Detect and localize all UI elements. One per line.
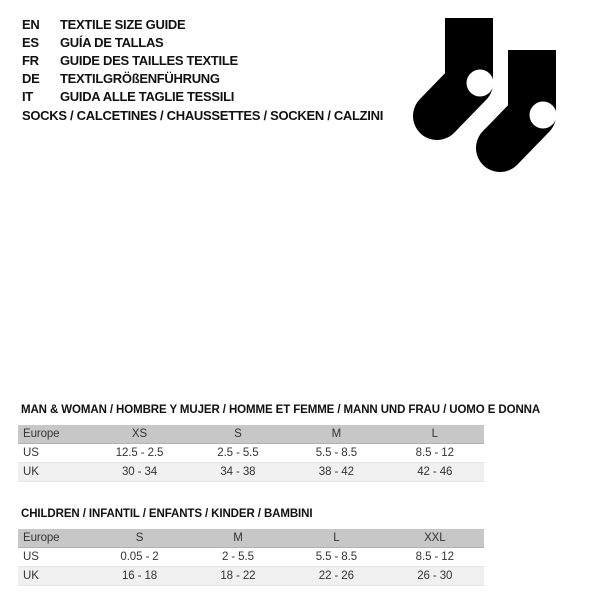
column-header-l: L <box>287 529 385 548</box>
children-size-table <box>18 529 484 586</box>
size-cell: 0.05 - 2 <box>120 551 159 563</box>
table-row-us <box>18 548 484 567</box>
size-cell: 2.5 - 5.5 <box>217 447 259 459</box>
language-code: FR <box>22 53 39 68</box>
size-cell: 38 - 42 <box>318 466 354 478</box>
language-list <box>22 16 238 106</box>
sock-back <box>413 18 494 140</box>
size-cell: 18 - 22 <box>220 570 256 582</box>
language-label: GUIDE DES TAILLES TEXTILE <box>60 53 238 68</box>
size-cell: 5.5 - 8.5 <box>315 551 357 563</box>
socks-icon <box>390 0 600 200</box>
column-header-s: S <box>189 425 287 444</box>
row-label: UK <box>23 570 39 582</box>
row-label: US <box>23 447 39 459</box>
size-cell: 12.5 - 2.5 <box>115 447 164 459</box>
size-cell: 16 - 18 <box>121 570 158 582</box>
language-label: TEXTILGRÖßENFÜHRUNG <box>60 71 220 86</box>
language-row-fr <box>22 52 238 70</box>
language-label: GUIDA ALLE TAGLIE TESSILI <box>60 89 235 104</box>
size-cell: 26 - 30 <box>417 570 453 582</box>
language-row-it <box>22 88 238 106</box>
size-cell: 8.5 - 12 <box>415 551 454 563</box>
language-row-es <box>22 34 238 52</box>
language-row-en <box>22 16 238 34</box>
man-woman-title: MAN & WOMAN / HOMBRE Y MUJER / HOMME ET FEMME / MANN UND FRAU / UOMO E DONNA <box>21 404 541 416</box>
table-header-row <box>18 529 484 548</box>
size-cell: 34 - 38 <box>220 466 256 478</box>
table-row-uk <box>18 567 484 586</box>
row-label: US <box>23 551 39 563</box>
table-header-row <box>18 425 484 444</box>
table-row-us <box>18 444 484 463</box>
column-header-xxl: XXL <box>386 529 484 548</box>
language-label: GUÍA DE TALLAS <box>60 35 164 50</box>
children-title: CHILDREN / INFANTIL / ENFANTS / KINDER / BAMBINI <box>21 508 313 520</box>
man-woman-section <box>18 404 541 482</box>
size-cell: 42 - 46 <box>417 466 453 478</box>
size-cell: 5.5 - 8.5 <box>315 447 357 459</box>
table-row-uk <box>18 463 484 482</box>
language-label: TEXTILE SIZE GUIDE <box>60 17 186 32</box>
language-code: IT <box>22 89 33 104</box>
column-header-m: M <box>287 425 385 444</box>
row-label: UK <box>23 466 39 478</box>
size-cell: 2 - 5.5 <box>221 551 254 563</box>
size-cell: 22 - 26 <box>318 570 354 582</box>
man-woman-size-table <box>18 425 484 482</box>
size-cell: 8.5 - 12 <box>415 447 454 459</box>
category-title: SOCKS / CALCETINES / CHAUSSETTES / SOCKEN / CALZINI <box>22 108 384 123</box>
size-cell: 30 - 34 <box>121 466 158 478</box>
column-header-xs: XS <box>90 425 188 444</box>
column-header-europe: Europe <box>18 425 90 444</box>
column-header-s: S <box>90 529 188 548</box>
children-section <box>18 508 484 586</box>
column-header-m: M <box>189 529 287 548</box>
language-code: ES <box>22 35 39 50</box>
column-header-europe: Europe <box>18 529 90 548</box>
column-header-l: L <box>386 425 484 444</box>
language-code: EN <box>22 17 40 32</box>
language-row-de <box>22 70 238 88</box>
language-code: DE <box>22 71 40 86</box>
